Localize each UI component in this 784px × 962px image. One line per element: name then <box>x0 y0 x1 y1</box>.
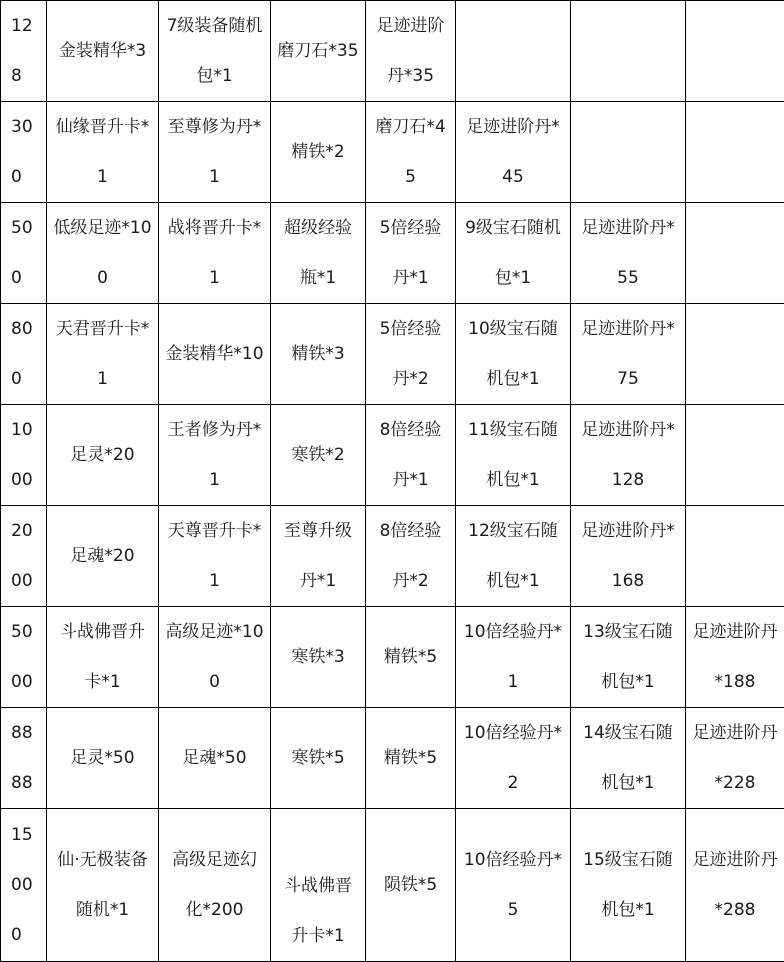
reward-cell: 精铁*2 <box>271 102 366 203</box>
reward-cell: 11级宝石随机包*1 <box>456 405 571 506</box>
table-row <box>1 203 784 304</box>
table-row <box>1 405 784 506</box>
reward-cell: 金装精华*3 <box>47 1 159 102</box>
reward-cell: 8倍经验丹*2 <box>366 506 456 607</box>
reward-cell: 10倍经验丹*1 <box>456 607 571 708</box>
reward-cell <box>686 203 784 304</box>
table-row <box>1 708 784 809</box>
reward-cell: 仙·无极装备随机*1 <box>47 809 159 962</box>
reward-cell: 足魂*20 <box>47 506 159 607</box>
reward-cell: 磨刀石*45 <box>366 102 456 203</box>
tier-amount-cell: 128 <box>1 1 47 102</box>
reward-cell: 足灵*20 <box>47 405 159 506</box>
reward-cell: 磨刀石*35 <box>271 1 366 102</box>
reward-cell <box>686 506 784 607</box>
tier-amount-cell: 5000 <box>1 607 47 708</box>
reward-cell: 足迹进阶丹*188 <box>686 607 784 708</box>
reward-cell: 至尊升级丹*1 <box>271 506 366 607</box>
reward-cell: 足灵*50 <box>47 708 159 809</box>
reward-cell: 8倍经验丹*1 <box>366 405 456 506</box>
reward-cell: 13级宝石随机包*1 <box>571 607 686 708</box>
reward-cell: 足迹进阶丹*55 <box>571 203 686 304</box>
reward-cell: 7级装备随机包*1 <box>159 1 271 102</box>
table-row <box>1 304 784 405</box>
reward-cell: 陨铁*5 <box>366 809 456 962</box>
reward-cell: 精铁*5 <box>366 708 456 809</box>
reward-cell <box>686 1 784 102</box>
reward-cell: 斗战佛晋升卡*1 <box>271 809 366 962</box>
reward-cell <box>571 1 686 102</box>
reward-cell: 仙缘晋升卡*1 <box>47 102 159 203</box>
table-row <box>1 1 784 102</box>
reward-cell: 精铁*5 <box>366 607 456 708</box>
reward-cell: 寒铁*3 <box>271 607 366 708</box>
tier-amount-cell: 500 <box>1 203 47 304</box>
tier-amount-cell: 800 <box>1 304 47 405</box>
reward-cell: 高级足迹幻化*200 <box>159 809 271 962</box>
reward-cell <box>571 102 686 203</box>
reward-cell <box>686 304 784 405</box>
reward-cell: 足迹进阶丹*168 <box>571 506 686 607</box>
reward-tier-rows <box>1 1 784 962</box>
reward-cell: 足魂*50 <box>159 708 271 809</box>
table-row <box>1 506 784 607</box>
reward-cell <box>456 1 571 102</box>
reward-cell: 5倍经验丹*2 <box>366 304 456 405</box>
reward-cell <box>686 102 784 203</box>
reward-cell: 低级足迹*100 <box>47 203 159 304</box>
reward-cell: 足迹进阶丹*45 <box>456 102 571 203</box>
reward-cell <box>686 405 784 506</box>
reward-cell: 足迹进阶丹*128 <box>571 405 686 506</box>
tier-amount-cell: 15000 <box>1 809 47 962</box>
reward-cell: 超级经验瓶*1 <box>271 203 366 304</box>
reward-cell: 10倍经验丹*5 <box>456 809 571 962</box>
reward-cell: 10级宝石随机包*1 <box>456 304 571 405</box>
reward-cell: 寒铁*5 <box>271 708 366 809</box>
table-row <box>1 102 784 203</box>
reward-cell: 斗战佛晋升卡*1 <box>47 607 159 708</box>
reward-cell: 精铁*3 <box>271 304 366 405</box>
reward-cell: 足迹进阶丹*75 <box>571 304 686 405</box>
tier-amount-cell: 2000 <box>1 506 47 607</box>
tier-amount-cell: 1000 <box>1 405 47 506</box>
reward-cell: 至尊修为丹*1 <box>159 102 271 203</box>
reward-cell: 足迹进阶丹*35 <box>366 1 456 102</box>
table-row <box>1 607 784 708</box>
reward-cell: 寒铁*2 <box>271 405 366 506</box>
reward-cell: 12级宝石随机包*1 <box>456 506 571 607</box>
reward-cell: 高级足迹*100 <box>159 607 271 708</box>
reward-cell: 王者修为丹*1 <box>159 405 271 506</box>
reward-cell: 金装精华*10 <box>159 304 271 405</box>
reward-cell: 5倍经验丹*1 <box>366 203 456 304</box>
reward-cell: 9级宝石随机包*1 <box>456 203 571 304</box>
reward-cell: 天君晋升卡*1 <box>47 304 159 405</box>
reward-cell: 足迹进阶丹*228 <box>686 708 784 809</box>
reward-cell: 天尊晋升卡*1 <box>159 506 271 607</box>
tier-amount-cell: 8888 <box>1 708 47 809</box>
reward-cell: 14级宝石随机包*1 <box>571 708 686 809</box>
reward-cell: 足迹进阶丹*288 <box>686 809 784 962</box>
reward-cell: 15级宝石随机包*1 <box>571 809 686 962</box>
table-row <box>1 809 784 962</box>
tier-amount-cell: 300 <box>1 102 47 203</box>
reward-cell: 战将晋升卡*1 <box>159 203 271 304</box>
reward-cell: 10倍经验丹*2 <box>456 708 571 809</box>
